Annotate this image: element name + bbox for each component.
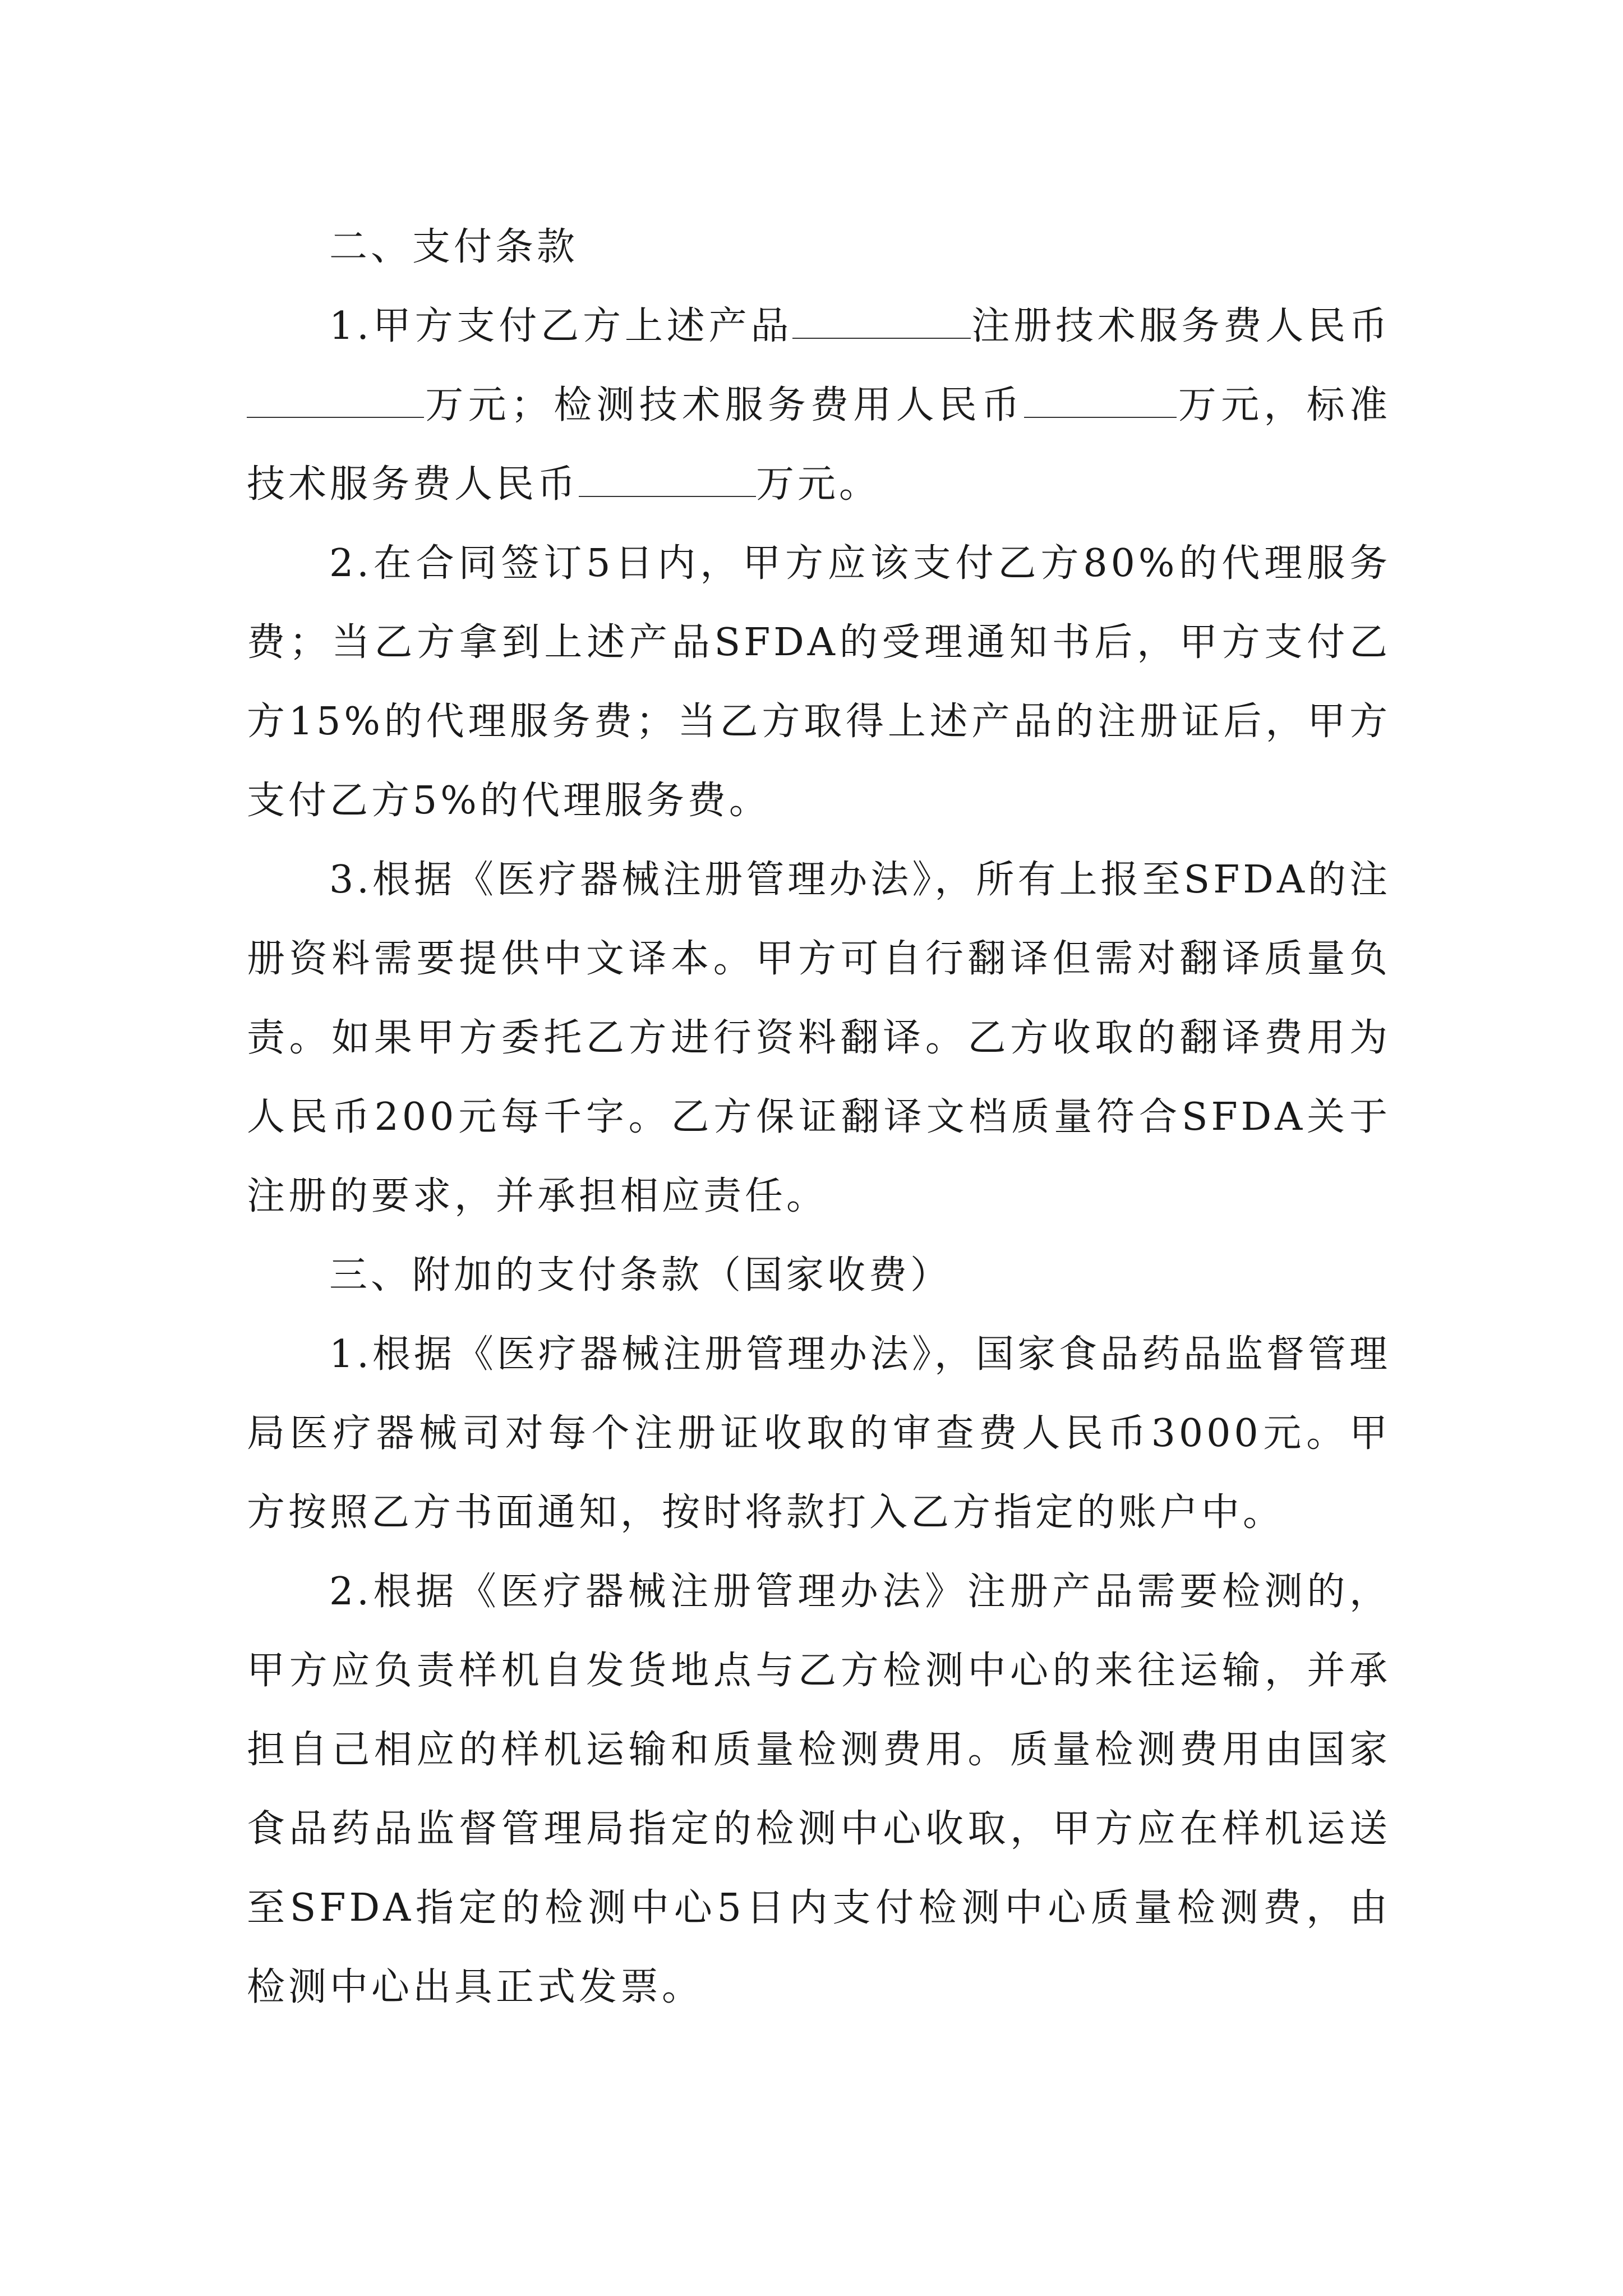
product-name-blank[interactable]: [792, 306, 971, 339]
clause-text: 万元。: [756, 462, 881, 507]
clause-text: 万元，标准技术服务费人民币: [247, 383, 1391, 507]
payment-clause-3: 3.根据《医疗器械注册管理办法》，所有上报至SFDA的注册资料需要提供中文译本。甲方可自行翻译但需对翻译质量负责。如果甲方委托乙方进行资料翻译。乙方收取的翻译费用为人民币200元每千字。乙方保证翻译文档质量符合SFDA关于注册的要求，并承担相应责任。: [247, 858, 1391, 1218]
clause-text: 1.甲方支付乙方上述产品: [329, 304, 793, 348]
payment-clause-1: [247, 287, 1391, 524]
registration-fee-blank[interactable]: [247, 385, 424, 418]
section-heading-additional-payment: 三、附加的支付条款（国家收费）: [329, 1253, 952, 1297]
clause-text: 万元；检测技术服务费用人民币: [424, 383, 1025, 427]
document-body: [247, 208, 1391, 2027]
standard-fee-blank[interactable]: [579, 464, 756, 497]
clause-text: 注册技术服务费人民币: [971, 304, 1391, 348]
payment-clause-2: 2.在合同签订5日内，甲方应该支付乙方80%的代理服务费；当乙方拿到上述产品SFDA的受理通知书后，甲方支付乙方15%的代理服务费；当乙方取得上述产品的注册证后，甲方支付乙方5%的代理服务费。: [247, 541, 1391, 823]
additional-clause-1: 1.根据《医疗器械注册管理办法》，国家食品药品监督管理局医疗器械司对每个注册证收取的审查费人民币3000元。甲方按照乙方书面通知，按时将款打入乙方指定的账户中。: [247, 1332, 1391, 1535]
testing-fee-blank[interactable]: [1024, 385, 1177, 418]
additional-clause-2: 2.根据《医疗器械注册管理办法》注册产品需要检测的，甲方应负责样机自发货地点与乙方检测中心的来往运输，并承担自己相应的样机运输和质量检测费用。质量检测费用由国家食品药品监督管理局指定的检测中心收取，甲方应在样机运送至SFDA指定的检测中心5日内支付检测中心质量检测费，由检测中心出具正式发票。: [247, 1570, 1391, 2009]
section-heading-payment-terms: 二、支付条款: [329, 225, 579, 269]
